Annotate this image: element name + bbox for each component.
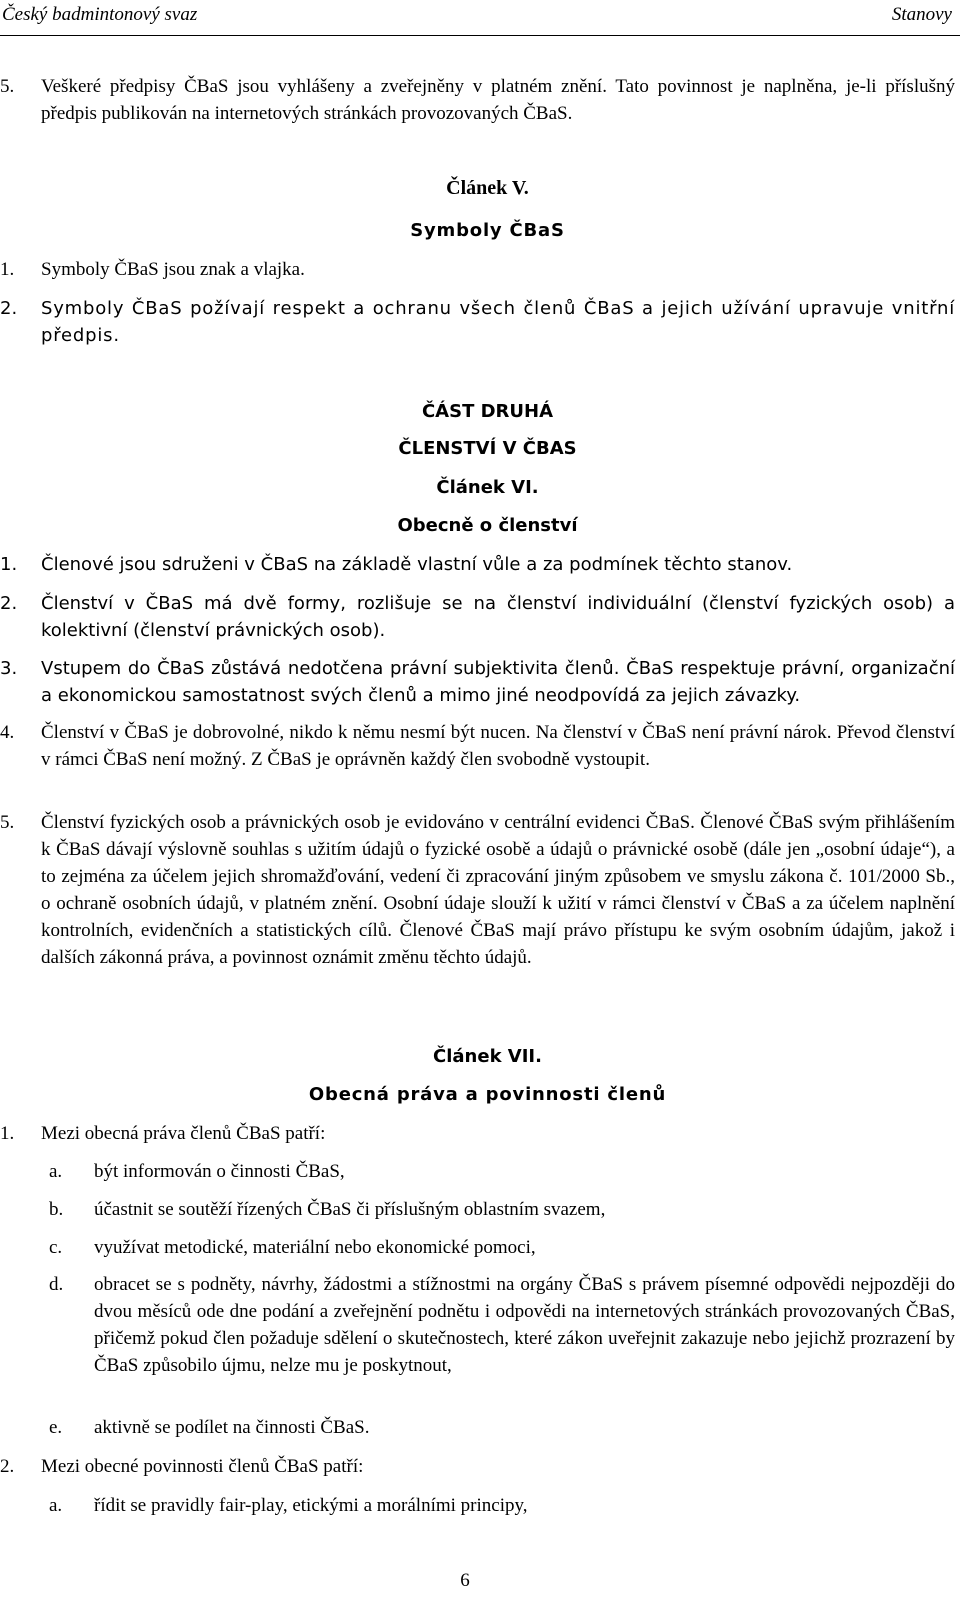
article-7-subtitle: Obecná práva a povinnosti členů — [308, 1084, 667, 1105]
sub-item-text: být informován o činnosti ČBaS, — [94, 1161, 345, 1182]
item-text: Členství fyzických osob a právnických osob je evidováno v centrální evidenci ČBaS. Členové ČBaS svým přihlášením k ČBaS dávají výslovně souhlas s užitím údajů o fyzické osobě a údajů o právnické osobě (dále jen „osobní údaje“), a to zejména za účelem jejich shromažďování, vedení či zpracování jiným způsobem ve smyslu zákona č. 101/2000 Sb., o ochraně osobních údajů, v platném znění. Osobní údaje slouží k užití v rámci členství v ČBaS a za účelem naplnění kontrolních, evidenčních a statistických cílů. Členové ČBaS mají právo přístupu ke svým osobním údajům, jakož i dalších zákonná práva, a povinnost oznámit změnu těchto údajů. — [41, 812, 955, 968]
item-number: 3. — [0, 658, 18, 679]
item-number: 5. — [0, 812, 15, 833]
sub-item-text: řídit se pravidly fair-play, etickými a morálními principy, — [94, 1495, 528, 1516]
article-7-title: Článek VII. — [433, 1046, 542, 1067]
sub-item-letter: c. — [49, 1237, 63, 1258]
sub-item-text: využívat metodické, materiální nebo ekonomické pomoci, — [94, 1237, 536, 1258]
article-5-subtitle: Symboly ČBaS — [410, 220, 565, 241]
item-text: Veškeré předpisy ČBaS jsou vyhlášeny a zveřejněny v platném znění. Tato povinnost je naplněna, je-li příslušný předpis publikován na internetových stránkách provozovaných ČBaS. — [41, 76, 955, 124]
page-number: 6 — [460, 1570, 470, 1591]
part-title: ČÁST DRUHÁ — [421, 401, 554, 422]
item-text: Členství v ČBaS má dvě formy, rozlišuje se na členství individuální (členství fyzických osob) a kolektivní (členství právnických osob). — [41, 593, 955, 641]
header-organization: Český badmintonový svaz — [2, 4, 198, 25]
item-number: 1. — [0, 554, 18, 575]
sub-item-text: účastnit se soutěží řízených ČBaS či příslušným oblastním svazem, — [94, 1199, 606, 1220]
article-6-subtitle: Obecně o členství — [397, 515, 578, 536]
item-number: 2. — [0, 593, 18, 614]
article-5-title: Článek V. — [446, 177, 529, 199]
item-number: 2. — [0, 298, 18, 319]
sub-item-letter: b. — [49, 1199, 64, 1220]
article-6-title: Článek VI. — [436, 477, 539, 498]
item-text: Symboly ČBaS jsou znak a vlajka. — [41, 259, 305, 280]
sub-item-text: aktivně se podílet na činnosti ČBaS. — [94, 1417, 370, 1438]
header-document-title: Stanovy — [891, 4, 952, 25]
item-text: Mezi obecná práva členů ČBaS patří: — [41, 1123, 326, 1144]
item-number: 1. — [0, 1123, 15, 1144]
item-number: 1. — [0, 259, 15, 280]
item-text: Členství v ČBaS je dobrovolné, nikdo k němu nesmí být nucen. Na členství v ČBaS není právní nárok. Převod členství v rámci ČBaS není možný. Z ČBaS je oprávněn každý člen svobodně vystoupit. — [41, 722, 955, 770]
item-text: Symboly ČBaS požívají respekt a ochranu všech členů ČBaS a jejich užívání upravuje vnitřní předpis. — [41, 298, 955, 346]
sub-item-letter: d. — [49, 1274, 64, 1295]
item-text: Členové jsou sdruženi v ČBaS na základě vlastní vůle a za podmínek těchto stanov. — [41, 554, 793, 575]
sub-item-letter: a. — [49, 1161, 63, 1182]
part-subtitle: ČLENSTVÍ V ČBAS — [398, 438, 577, 459]
sub-item-letter: a. — [49, 1495, 63, 1516]
sub-item-letter: e. — [49, 1417, 63, 1438]
item-text: Vstupem do ČBaS zůstává nedotčena právní subjektivita členů. ČBaS respektuje právní, organizační a ekonomickou samostatnost svých členů a mimo jiné neodpovídá za jejich závazky. — [41, 658, 955, 706]
header-divider — [0, 35, 960, 36]
item-number: 5. — [0, 76, 15, 97]
item-number: 4. — [0, 722, 15, 743]
item-text: Mezi obecné povinnosti členů ČBaS patří: — [41, 1456, 364, 1477]
item-number: 2. — [0, 1456, 15, 1477]
sub-item-text: obracet se s podněty, návrhy, žádostmi a stížnostmi na orgány ČBaS s právem písemné odpovědi nejpozději do dvou měsíců ode dne podání a zveřejnění podnětu i odpovědi na internetových stránkách provozovaných ČBaS, přičemž pokud člen požaduje sdělení o skutečnostech, které zákon uveřejnit zakazuje nebo jejichž prozrazení by ČBaS způsobilo újmu, nelze mu je poskytnout, — [94, 1274, 955, 1376]
